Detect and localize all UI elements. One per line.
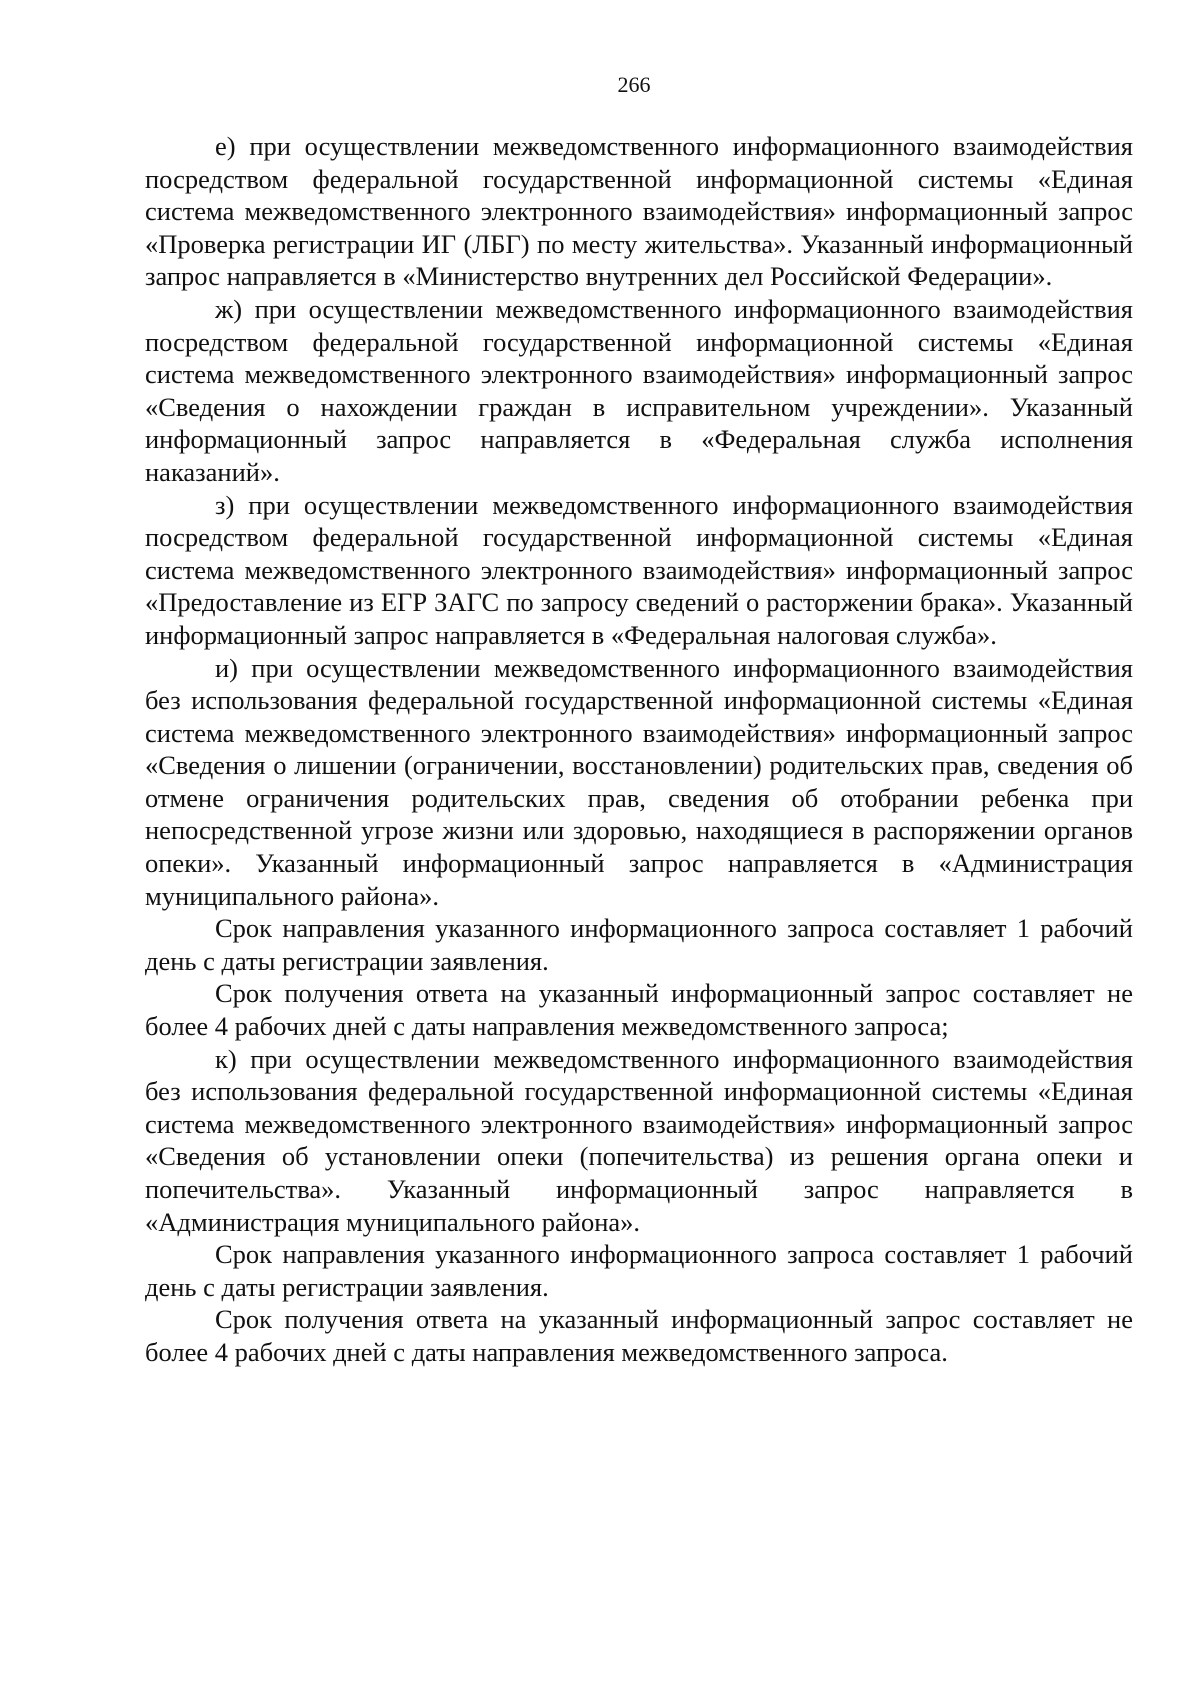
paragraph-k: к) при осуществлении межведомственного информационного взаимодействия без использования федеральной государственной информационной системы «Единая система межведомственного электронного взаимодействия» информационный запрос «Сведения об установлении опеки (попечительства) из решения органа опеки и попечительства». Указанный информационный запрос направляется в «Администрация муниципального района».	[145, 1043, 1133, 1237]
paragraph-zh: ж) при осуществлении межведомственного информационного взаимодействия посредством федеральной государственной информационной системы «Единая система межведомственного электронного взаимодействия» информационный запрос «Сведения о нахождении граждан в исправительном учреждении». Указанный информационный запрос направляется в «Федеральная служба исполнения наказаний».	[145, 293, 1133, 487]
paragraph-i: и) при осуществлении межведомственного информационного взаимодействия без использования федеральной государственной информационной системы «Единая система межведомственного электронного взаимодействия» информационный запрос «Сведения о лишении (ограничении, восстановлении) родительских прав, сведения об отмене ограничения родительских прав, сведения об отобрании ребенка при непосредственной угрозе жизни или здоровью, находящиеся в распоряжении органов опеки». Указанный информационный запрос направляется в «Администрация муниципального района».	[145, 652, 1133, 911]
paragraph-z: з) при осуществлении межведомственного информационного взаимодействия посредством федеральной государственной информационной системы «Единая система межведомственного электронного взаимодействия» информационный запрос «Предоставление из ЕГР ЗАГС по запросу сведений о расторжении брака». Указанный информационный запрос направляется в «Федеральная налоговая служба».	[145, 489, 1133, 650]
paragraph-i-deadline-response: Срок получения ответа на указанный информационный запрос составляет не более 4 рабочих дней с даты направления межведомственного запроса;	[145, 978, 1133, 1042]
paragraph-k-deadline-send: Срок направления указанного информационного запроса составляет 1 рабочий день с даты регистрации заявления.	[145, 1239, 1133, 1302]
page-number: 266	[617, 72, 651, 97]
paragraph-i-deadline-send: Срок направления указанного информационного запроса составляет 1 рабочий день с даты регистрации заявления.	[145, 913, 1133, 976]
paragraph-k-deadline-response: Срок получения ответа на указанный информационный запрос составляет не более 4 рабочих дней с даты направления межведомственного запроса.	[145, 1304, 1133, 1367]
document-body	[145, 130, 1133, 1369]
paragraph-e: е) при осуществлении межведомственного информационного взаимодействия посредством федеральной государственной информационной системы «Единая система межведомственного электронного взаимодействия» информационный запрос «Проверка регистрации ИГ (ЛБГ) по месту жительства». Указанный информационный запрос направляется в «Министерство внутренних дел Российской Федерации».	[145, 131, 1133, 292]
